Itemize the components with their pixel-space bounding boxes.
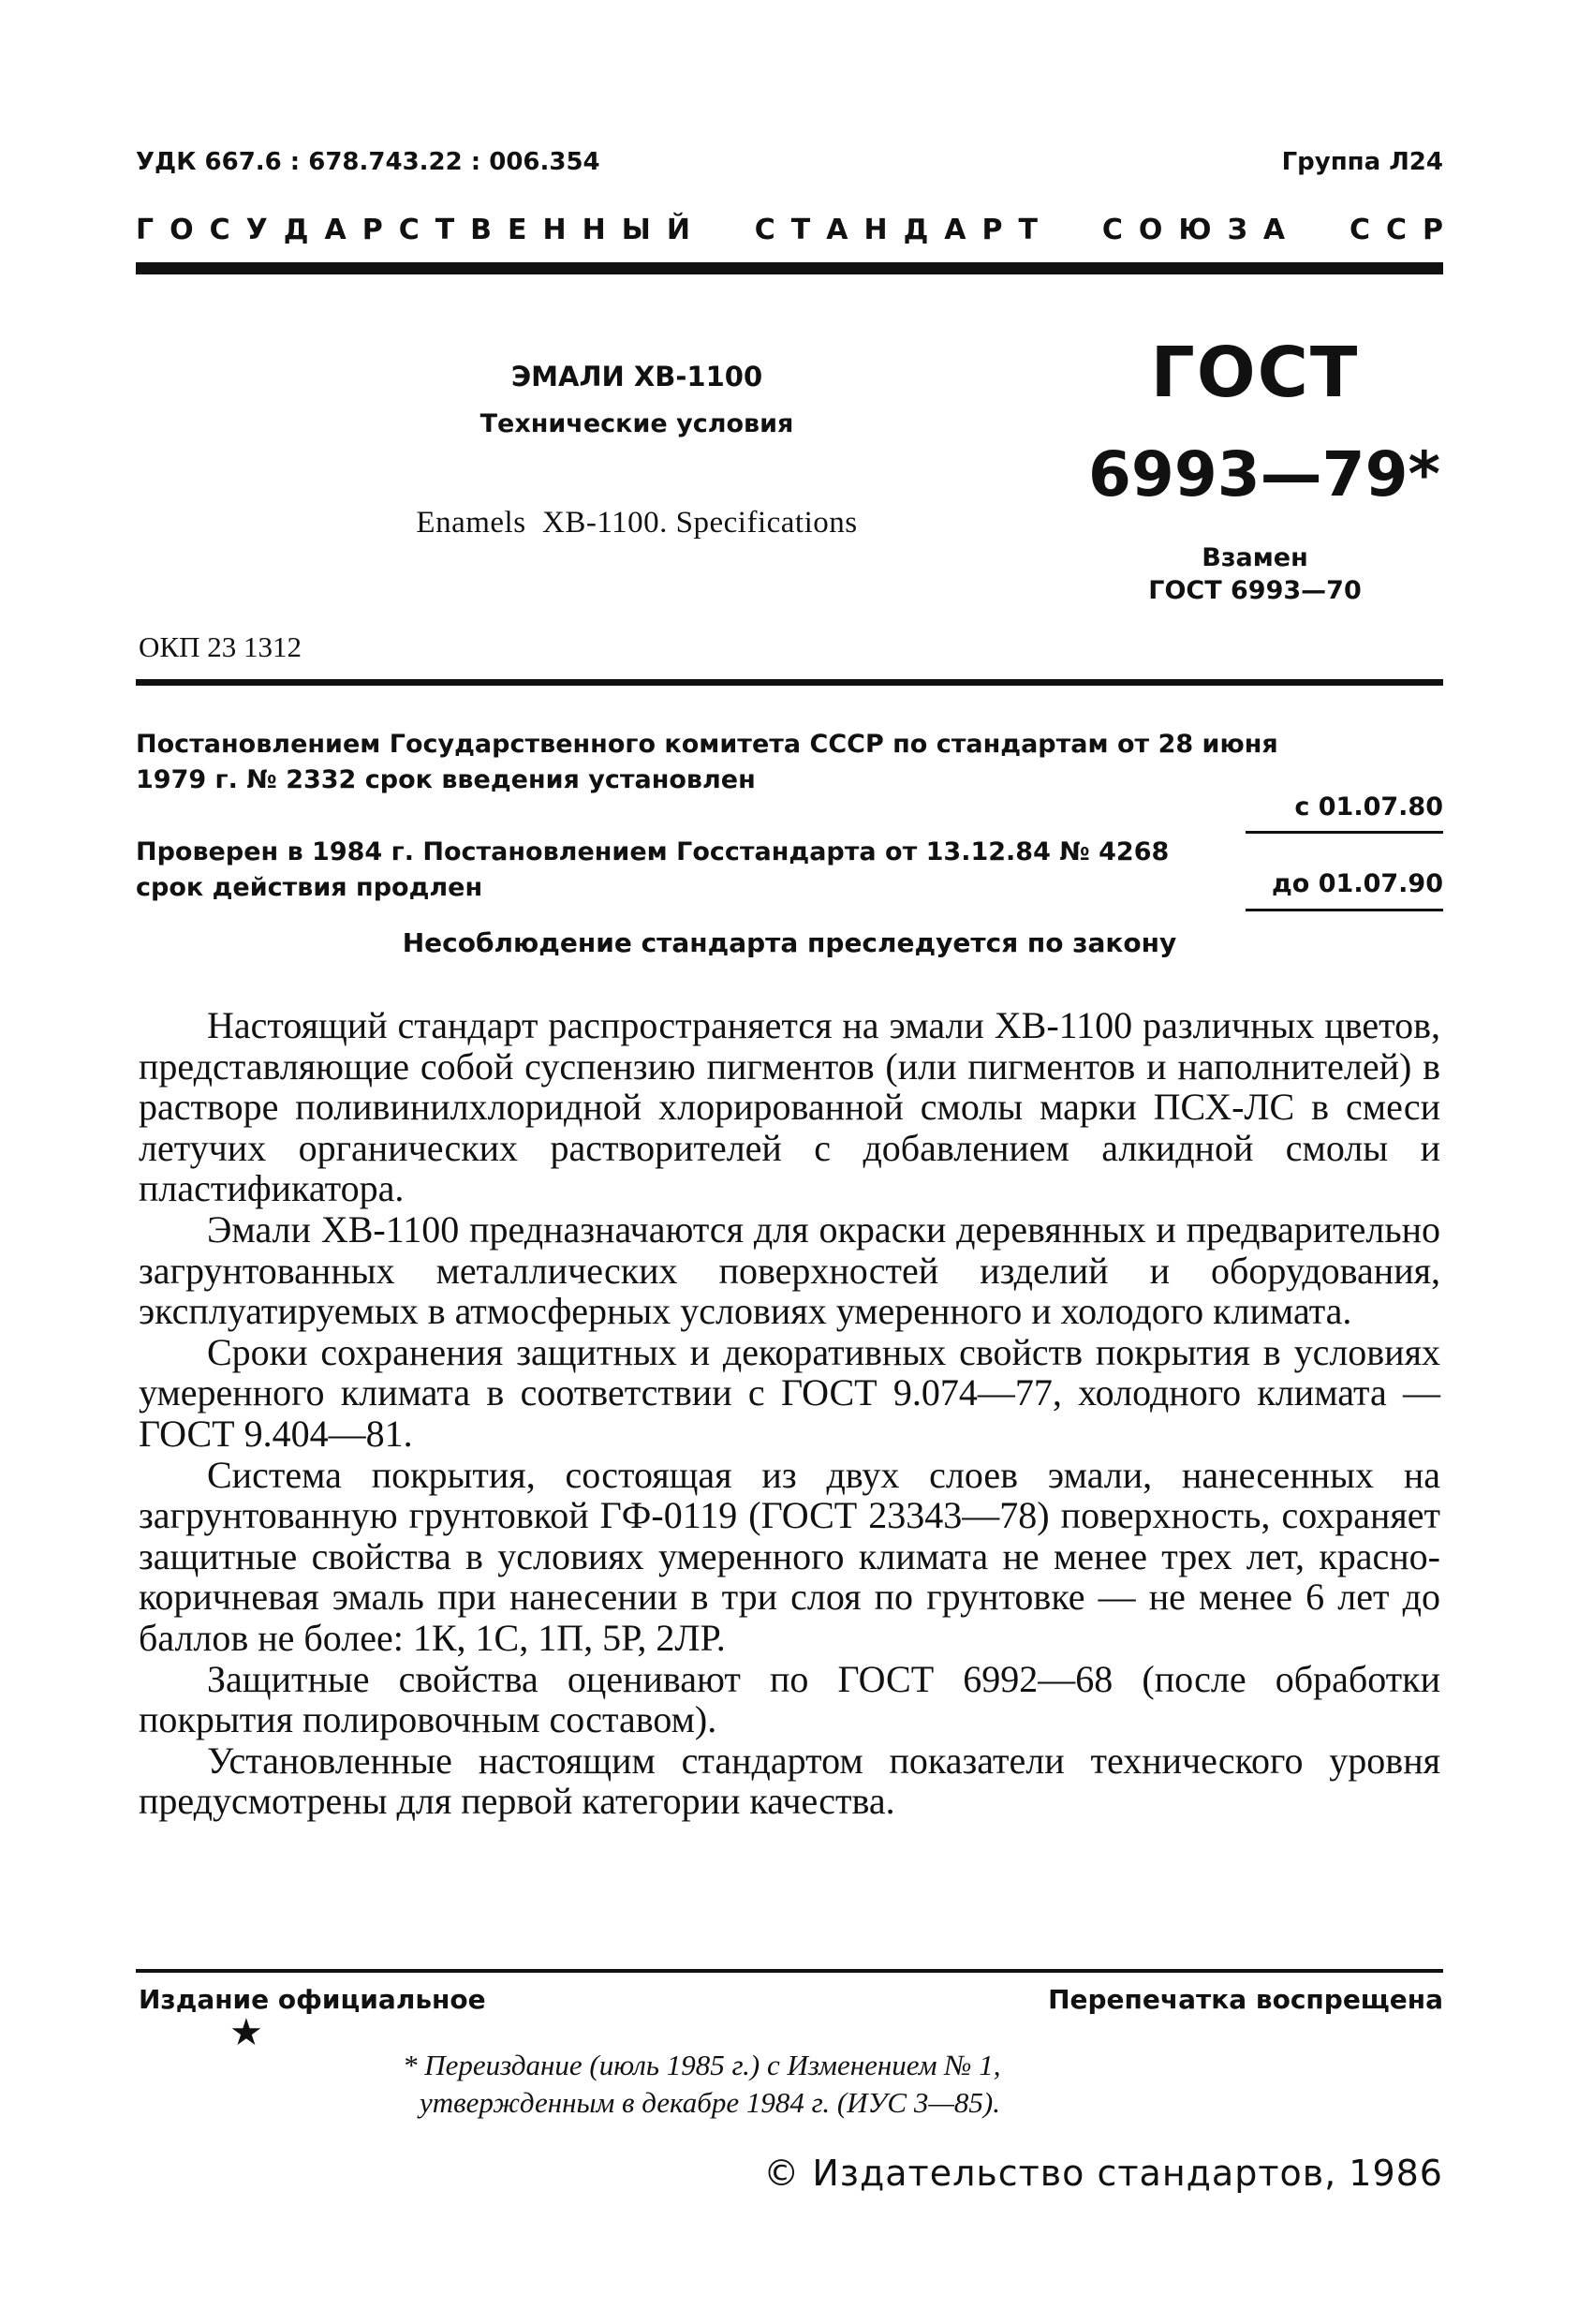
body-paragraph: Эмали ХВ-1100 предназначаются для окраски деревянных и предварительно загрунтованных металлических поверхностей изделий и оборудования, эксплуатируемых в атмосферных условиях умеренного и холодого климата. xyxy=(139,1207,1440,1333)
body-paragraph: Система покрытия, состоящая из двух слоев эмали, нанесенных на загрунтованную грунтовкой ГФ-0119 (ГОСТ 23343—78) поверхность, сохраняет защитные свойства в условиях умеренного климата не менее трех лет, красно-коричневая эмаль при нанесении в три слоя по грунтовке — не менее 6 лет до баллов не более: 1К, 1С, 1П, 5Р, 2ЛР. xyxy=(139,1453,1440,1659)
body-text xyxy=(139,1005,1440,1822)
footnote xyxy=(403,2047,1000,2122)
body-paragraph: Настоящий стандарт распространяется на эмали ХВ-1100 различных цветов, представляющие собой суспензию пигментов (или пигментов и наполнителей) в растворе поливинилхлоридной хлорированной смолы марки ПСХ-ЛС в смеси летучих органических растворителей с добавлением алкидной смолы и пластификатора. xyxy=(139,1004,1440,1210)
title-en: Enamels ХВ-1100. Specifications xyxy=(416,506,858,540)
subtitle-ru: Технические условия xyxy=(479,409,794,438)
banner-word: ГОСУДАРСТВЕННЫЙ xyxy=(136,214,706,246)
decree-line: Проверен в 1984 г. Постановлением Госстандарта от 13.12.84 № 4268 xyxy=(136,837,1170,866)
star-icon: ★ xyxy=(229,2011,263,2053)
effective-date: с 01.07.80 xyxy=(1294,792,1443,822)
title-ru: ЭМАЛИ ХВ-1100 xyxy=(510,361,763,392)
okp-code: ОКП 23 1312 xyxy=(139,630,302,663)
footnote-line: * Переиздание (июль 1985 г.) с Изменением № 1, xyxy=(403,2049,1001,2081)
replaces-standard: ГОСТ 6993—70 xyxy=(1148,576,1362,605)
decree-line: срок действия продлен xyxy=(136,873,483,902)
replaces-label: Взамен xyxy=(1202,543,1308,572)
gost-number: 6993—79* xyxy=(1087,438,1441,511)
date-rule xyxy=(1246,909,1443,911)
state-standard-banner xyxy=(136,214,1459,246)
banner-word: СОЮЗА xyxy=(1101,214,1302,246)
decree-line: 1979 г. № 2332 срок введения установлен xyxy=(136,765,756,794)
banner-word: СТАНДАРТ xyxy=(754,214,1054,246)
body-paragraph: Защитные свойства оценивают по ГОСТ 6992—68 (после обработки покрытия полировочным составом). xyxy=(139,1657,1440,1741)
header-rule xyxy=(136,262,1443,274)
group-code: Группа Л24 xyxy=(1281,148,1443,176)
footer-rule xyxy=(136,1969,1443,1973)
reprint-notice: Перепечатка воспрещена xyxy=(1048,1984,1443,2015)
footnote-line: утвержденным в декабре 1984 г. (ИУС 3—85). xyxy=(420,2086,1000,2119)
gost-label: ГОСТ xyxy=(1150,333,1360,413)
body-paragraph: Установленные настоящим стандартом показатели технического уровня предусмотрены для первой категории качества. xyxy=(139,1739,1440,1823)
banner-word: ССР xyxy=(1349,214,1459,246)
body-paragraph: Сроки сохранения защитных и декоративных свойств покрытия в условиях умеренного климата в соответствии с ГОСТ 9.074—77, холодного климата — ГОСТ 9.404—81. xyxy=(139,1330,1440,1455)
expiry-date: до 01.07.90 xyxy=(1272,869,1443,898)
decree-line: Постановлением Государственного комитета СССР по стандартам от 28 июня xyxy=(136,730,1278,759)
section-rule xyxy=(136,679,1443,686)
copyright: © Издательство стандартов, 1986 xyxy=(763,2153,1443,2194)
udk-code: УДК 667.6 : 678.743.22 : 006.354 xyxy=(136,148,600,176)
enforcement-notice: Несоблюдение стандарта преследуется по закону xyxy=(402,927,1177,958)
official-edition: Издание официальное xyxy=(139,1984,486,2015)
